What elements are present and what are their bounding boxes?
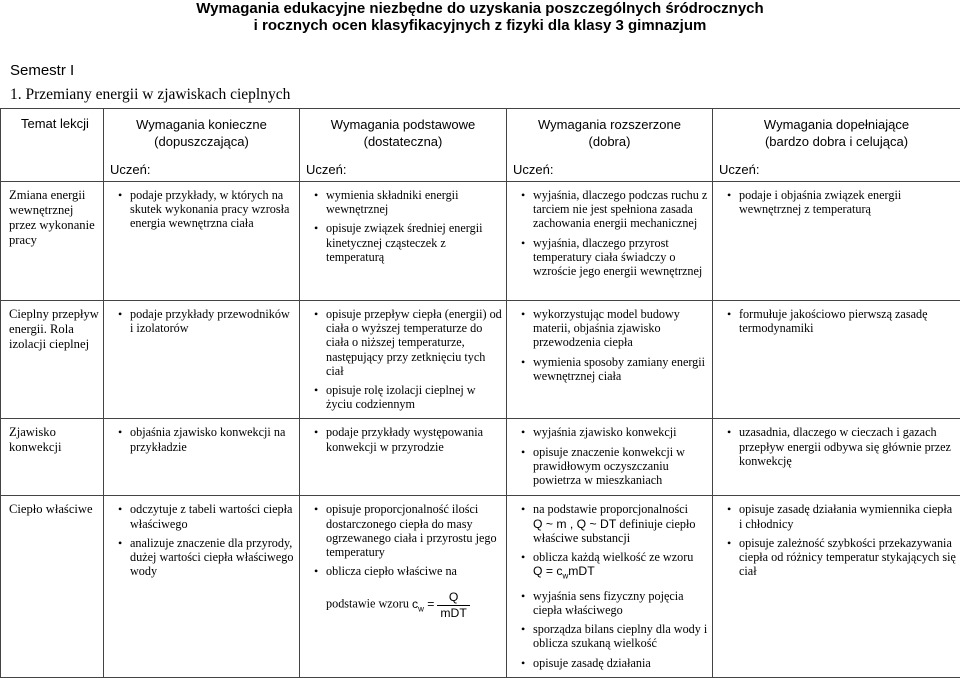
list-item: • wymienia sposoby zamiany energii wewnętrznej ciała <box>521 355 708 383</box>
list-item: • wyjaśnia, dlaczego przyrost temperatury ciała świadczy o wzroście jego energii wewnętrznej <box>521 236 708 279</box>
req-cell <box>300 496 507 677</box>
list-item: • wykorzystując model budowy materii, objaśnia zjawisko przewodzenia ciepła <box>521 307 708 350</box>
req-cell <box>713 496 960 677</box>
req-cell <box>507 301 713 419</box>
uczen-label: Uczeń: <box>719 163 759 177</box>
req-cell <box>507 419 713 496</box>
list-item: • wyjaśnia zjawisko konwekcji <box>521 425 708 439</box>
uczen-label: Uczeń: <box>306 163 346 177</box>
header-col2: Wymagania podstawowe (dostateczna) Uczeń: <box>300 109 507 182</box>
list-item: • oblicza każdą wielkość ze wzoru $Q = c_wmDT$ <box>521 550 708 584</box>
table-row <box>1 496 960 677</box>
list-item: • formułuje jakościowo pierwszą zasadę termodynamiki <box>727 307 956 335</box>
uczen-label: Uczeń: <box>513 163 553 177</box>
uczen-label: Uczeń: <box>110 163 150 177</box>
req-cell <box>507 496 713 677</box>
list-item: • na podstawie proporcjonalności Q ~ m , Q ~ DT definiuje ciepło właściwe substancji <box>521 502 708 545</box>
req-cell <box>104 301 300 419</box>
list-item: • opisuje zasadę działania <box>521 656 708 670</box>
list-item: • sporządza bilans cieplny dla wody i oblicza szukaną wielkość <box>521 622 708 650</box>
section-title: 1. Przemiany energii w zjawiskach cieplnych <box>10 86 290 104</box>
list-item: • opisuje proporcjonalność ilości dostarczonego ciepła do masy ogrzewanego ciała i przyrostu jego temperatury <box>314 502 502 559</box>
req-cell <box>104 419 300 496</box>
list-item: • wyjaśnia sens fizyczny pojęcia ciepła właściwego <box>521 589 708 617</box>
list-item: • podaje przykłady występowania konwekcji w przyrodzie <box>314 425 502 453</box>
list-item: • opisuje przepływ ciepła (energii) od ciała o wyższej temperaturze do ciała o niższej temperaturze, następujący przy zetknięciu tych ciał <box>314 307 502 378</box>
requirements-table <box>0 108 960 678</box>
table-row <box>1 182 960 301</box>
table-row <box>1 301 960 419</box>
document-title-line1: Wymagania edukacyjne niezbędne do uzyskania poszczególnych śródrocznych <box>0 0 960 17</box>
req-cell <box>713 182 960 301</box>
req-cell <box>507 182 713 301</box>
topic-cell: Cieplny przepływ energii. Rola izolacji cieplnej <box>1 301 104 419</box>
list-item: • odczytuje z tabeli wartości ciepła właściwego <box>118 502 295 530</box>
list-item: • podaje i objaśnia związek energii wewnętrznej z temperaturą <box>727 188 956 216</box>
list-item: • opisuje znaczenie konwekcji w prawidłowym oczyszczaniu powietrza w mieszkaniach <box>521 445 708 488</box>
list-item: • opisuje zasadę działania wymiennika ciepła i chłodnicy <box>727 502 956 530</box>
list-item: • uzasadnia, dlaczego w cieczach i gazach przepływ energii odbywa się głównie przez konwekcję <box>727 425 956 468</box>
list-item: • podaje przykłady przewodników i izolatorów <box>118 307 295 335</box>
list-item: • opisuje związek średniej energii kinetycznej cząsteczek z temperaturą <box>314 221 502 264</box>
header-col1: Wymagania konieczne (dopuszczająca) Uczeń: <box>104 109 300 182</box>
list-item: • opisuje rolę izolacji cieplnej w życiu codziennym <box>314 383 502 411</box>
header-col3: Wymagania rozszerzone (dobra) Uczeń: <box>507 109 713 182</box>
req-cell <box>300 182 507 301</box>
list-item: • analizuje znaczenie dla przyrody, dużej wartości ciepła właściwego wody <box>118 536 295 579</box>
list-item: • wyjaśnia, dlaczego podczas ruchu z tarciem nie jest spełniona zasada zachowania energii mechanicznej <box>521 188 708 231</box>
req-cell <box>104 496 300 677</box>
list-item: • wymienia składniki energii wewnętrznej <box>314 188 502 216</box>
table-row <box>1 419 960 496</box>
req-cell <box>713 301 960 419</box>
req-cell <box>104 182 300 301</box>
specific-heat-formula: podstawie wzoru $c_w$ = $\frac{Q}{\text{mDT}}$ <box>326 590 502 619</box>
document-title-line2: i rocznych ocen klasyfikacyjnych z fizyki dla klasy 3 gimnazjum <box>0 17 960 34</box>
req-cell <box>300 301 507 419</box>
topic-cell: Zjawisko konwekcji <box>1 419 104 496</box>
table-header-row <box>1 109 960 182</box>
topic-cell: Zmiana energii wewnętrznej przez wykonanie pracy <box>1 182 104 301</box>
header-col4: Wymagania dopełniające (bardzo dobra i celująca) Uczeń: <box>713 109 960 182</box>
list-item: • podaje przykłady, w których na skutek wykonania pracy wzrosła energia wewnętrzna ciała <box>118 188 295 231</box>
header-topic: Temat lekcji <box>1 109 104 182</box>
heat-formula: $Q = c_wmDT$ <box>533 564 595 578</box>
req-cell <box>300 419 507 496</box>
list-item: • objaśnia zjawisko konwekcji na przykładzie <box>118 425 295 453</box>
req-cell <box>713 419 960 496</box>
proportionality-formula: Q ~ m , Q ~ DT <box>533 517 616 531</box>
semester-label: Semestr I <box>10 62 74 79</box>
topic-cell: Ciepło właściwe <box>1 496 104 677</box>
list-item: • oblicza ciepło właściwe na podstawie wzoru $c_w$ = $\frac{Q}{\text{mDT}}$ <box>314 564 502 620</box>
list-item: • opisuje zależność szybkości przekazywania ciepła od różnicy temperatur stykających się ciał <box>727 536 956 579</box>
